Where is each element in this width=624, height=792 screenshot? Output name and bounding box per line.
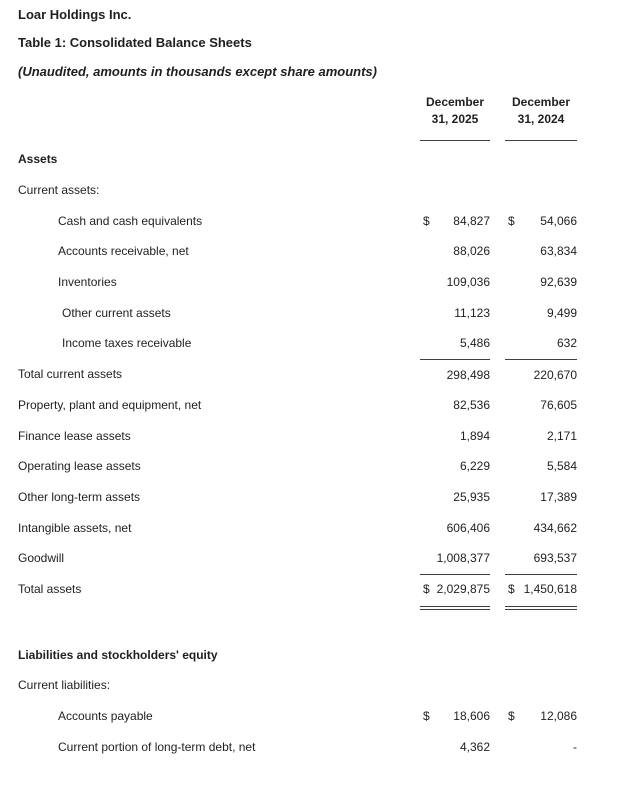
row-label: Inventories — [58, 275, 117, 290]
value-2024 — [505, 451, 577, 482]
value-2024 — [505, 512, 577, 543]
table-row — [18, 482, 577, 513]
value-2024 — [505, 482, 577, 513]
value-2025 — [420, 512, 490, 543]
amount: 632 — [556, 336, 577, 351]
amount: 2,029,875 — [436, 582, 490, 597]
value-2024 — [505, 328, 577, 359]
value-2024 — [505, 236, 577, 267]
table-row — [18, 701, 577, 732]
table-row — [18, 236, 577, 267]
row-label: Other long-term assets — [18, 489, 141, 504]
table-row — [18, 297, 577, 328]
table-row — [18, 205, 577, 236]
column-header-row — [18, 94, 577, 141]
value-2024 — [505, 701, 577, 732]
value-2025 — [420, 297, 490, 328]
value-2025 — [420, 420, 490, 451]
value-2024 — [505, 205, 577, 236]
value-2025 — [420, 482, 490, 513]
amount: 4,362 — [459, 739, 490, 754]
dollar-sign: $ — [423, 213, 430, 228]
value-2025 — [420, 328, 490, 359]
dollar-sign: $ — [423, 582, 430, 597]
table-row — [18, 390, 577, 421]
value-2024 — [505, 267, 577, 298]
amount: 12,086 — [540, 709, 577, 724]
value-2025 — [420, 359, 490, 390]
value-2024 — [505, 731, 577, 762]
value-2025 — [420, 701, 490, 732]
value-2024 — [505, 390, 577, 421]
amount: - — [573, 739, 577, 754]
amount: 693,537 — [533, 551, 577, 566]
amount: 298,498 — [446, 367, 490, 382]
row-label: Other current assets — [62, 305, 171, 320]
column-header-line: 31, 2024 — [517, 112, 565, 126]
row-label: Goodwill — [18, 551, 65, 566]
table-row — [18, 359, 577, 390]
table-row — [18, 175, 577, 206]
amount: 17,389 — [540, 489, 577, 504]
table-row — [18, 574, 577, 605]
double-underline-2024 — [505, 606, 577, 610]
row-label: Income taxes receivable — [62, 336, 192, 351]
amount: 9,499 — [546, 305, 577, 320]
table-row — [18, 451, 577, 482]
amount: 82,536 — [453, 397, 490, 412]
table-row — [18, 144, 577, 175]
amount: 2,171 — [546, 428, 577, 443]
dollar-sign: $ — [508, 582, 515, 597]
balance-sheet-table — [0, 144, 624, 762]
amount: 92,639 — [540, 275, 577, 290]
row-label: Liabilities and stockholders' equity — [18, 647, 218, 662]
row-label: Property, plant and equipment, net — [18, 397, 202, 412]
table-row — [18, 420, 577, 451]
table-row — [18, 731, 577, 762]
row-label: Total current assets — [18, 367, 123, 382]
dollar-sign: $ — [423, 709, 430, 724]
value-2025 — [420, 574, 490, 605]
amount: 88,026 — [453, 244, 490, 259]
row-label: Accounts payable — [58, 709, 153, 724]
row-label: Operating lease assets — [18, 459, 141, 474]
value-2024 — [505, 574, 577, 605]
amount: 5,584 — [546, 459, 577, 474]
value-2024 — [505, 359, 577, 390]
amount: 434,662 — [533, 520, 577, 535]
double-underline-2025 — [420, 606, 490, 610]
total-double-rule-row — [18, 604, 577, 611]
amount: 18,606 — [453, 709, 490, 724]
table-row — [18, 639, 577, 670]
value-2025 — [420, 390, 490, 421]
dollar-sign: $ — [508, 213, 515, 228]
document-header — [0, 0, 624, 80]
row-label: Total assets — [18, 581, 82, 596]
value-2025 — [420, 236, 490, 267]
amount: 6,229 — [459, 459, 490, 474]
value-2024 — [505, 543, 577, 574]
value-2024 — [505, 420, 577, 451]
value-2024 — [505, 297, 577, 328]
value-2025 — [420, 731, 490, 762]
row-label: Cash and cash equivalents — [58, 213, 203, 228]
column-header-2024 — [505, 94, 577, 141]
value-2025 — [420, 543, 490, 574]
amount: 1,894 — [459, 428, 490, 443]
row-label: Current liabilities: — [18, 678, 111, 693]
row-label: Finance lease assets — [18, 428, 131, 443]
table-title: Table 1: Consolidated Balance Sheets — [18, 35, 252, 50]
value-2025 — [420, 205, 490, 236]
amount: 220,670 — [533, 367, 577, 382]
amount: 1,450,618 — [523, 582, 577, 597]
amount: 25,935 — [453, 489, 490, 504]
column-header-line: December — [511, 95, 571, 109]
amount: 84,827 — [453, 213, 490, 228]
table-row — [18, 543, 577, 574]
table-row — [18, 267, 577, 298]
row-label: Accounts receivable, net — [58, 244, 189, 259]
table-row — [18, 328, 577, 359]
value-2025 — [420, 267, 490, 298]
column-header-2025 — [420, 94, 490, 141]
unaudited-note: (Unaudited, amounts in thousands except share amounts) — [18, 64, 377, 79]
table-row — [18, 670, 577, 701]
table-spacer — [0, 611, 624, 639]
column-header-line: December — [425, 95, 485, 109]
row-label: Current portion of long-term debt, net — [58, 739, 256, 754]
row-label: Intangible assets, net — [18, 520, 132, 535]
row-label: Assets — [18, 152, 58, 167]
amount: 11,123 — [454, 305, 490, 320]
company-name: Loar Holdings Inc. — [18, 7, 132, 22]
row-label: Current assets: — [18, 183, 100, 198]
amount: 109,036 — [446, 275, 490, 290]
amount: 1,008,377 — [436, 551, 490, 566]
amount: 63,834 — [540, 244, 577, 259]
amount: 76,605 — [540, 397, 577, 412]
value-2025 — [420, 451, 490, 482]
table-row — [18, 512, 577, 543]
amount: 5,486 — [459, 336, 490, 351]
dollar-sign: $ — [508, 709, 515, 724]
amount: 606,406 — [446, 520, 490, 535]
amount: 54,066 — [540, 213, 577, 228]
column-header-line: 31, 2025 — [431, 112, 479, 126]
